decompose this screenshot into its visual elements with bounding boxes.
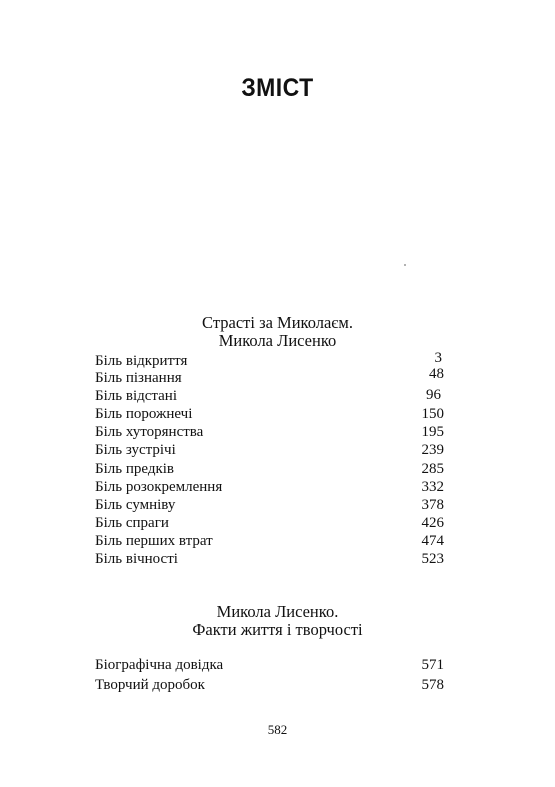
toc-entry[interactable] [95,478,444,496]
toc-entry[interactable] [95,366,444,387]
section-heading-line: Микола Лисенко [218,331,337,350]
toc-entry-page: 150 [421,406,444,423]
section-heading [0,603,555,639]
toc-entry[interactable] [95,496,444,514]
toc-entry[interactable] [95,655,444,675]
toc-entry-page: 426 [421,514,444,531]
toc-entry-page: 96 [426,387,441,404]
toc-entry-title: Біль розокремлення [95,478,223,495]
toc-entry-title: Біль пізнання [95,370,182,387]
toc-entry-page: 239 [421,442,444,459]
toc-entry-page: 378 [421,496,444,513]
toc-entry[interactable] [95,550,444,568]
section-heading-line: Страсті за Миколаєм. [202,313,353,332]
toc-entry-title: Біль перших втрат [95,532,213,549]
toc-entry-title: Біль предків [95,460,175,477]
toc-entry-page: 474 [421,532,444,549]
page-number: 582 [267,722,288,737]
toc-list [95,351,444,568]
toc-entry-title: Біографічна довідка [95,657,224,673]
toc-entry-page: 3 [434,350,442,366]
toc-entry-title: Творчий доробок [95,677,205,693]
toc-entry-page: 578 [421,677,444,693]
toc-entry-page: 195 [421,424,444,441]
toc-entry-page: 571 [421,657,444,673]
toc-entry-page: 285 [421,460,444,477]
toc-entry-title: Біль вічності [95,551,178,568]
toc-entry-title: Біль зустрічі [95,442,176,459]
section-heading [0,314,555,350]
toc-entry-page: 523 [421,551,444,568]
toc-entry-title: Біль відкриття [95,353,188,369]
toc-entry[interactable] [95,675,444,695]
toc-entry[interactable] [95,441,444,459]
toc-entry[interactable] [95,351,444,369]
toc-entry-title: Біль спраги [95,514,169,531]
toc-entry[interactable] [95,423,444,441]
toc-list [95,655,444,695]
toc-entry[interactable] [95,460,444,478]
section-heading-line: Микола Лисенко. [216,602,339,621]
toc-entry-title: Біль відстані [95,388,177,405]
toc-entry[interactable] [95,532,444,550]
toc-entry[interactable] [95,405,444,423]
toc-entry-title: Біль хуторянства [95,424,204,441]
toc-entry-title: Біль сумніву [95,496,176,513]
toc-entry-page: 48 [429,366,444,383]
toc-entry-title: Біль порожнечі [95,406,193,423]
toc-entry-page: 332 [421,478,444,495]
toc-entry[interactable] [95,514,444,532]
page-title: ЗМІСТ [241,74,314,102]
toc-entry[interactable] [95,387,444,405]
section-heading-line: Факти життя і творчості [192,620,363,639]
print-speck [404,264,406,266]
